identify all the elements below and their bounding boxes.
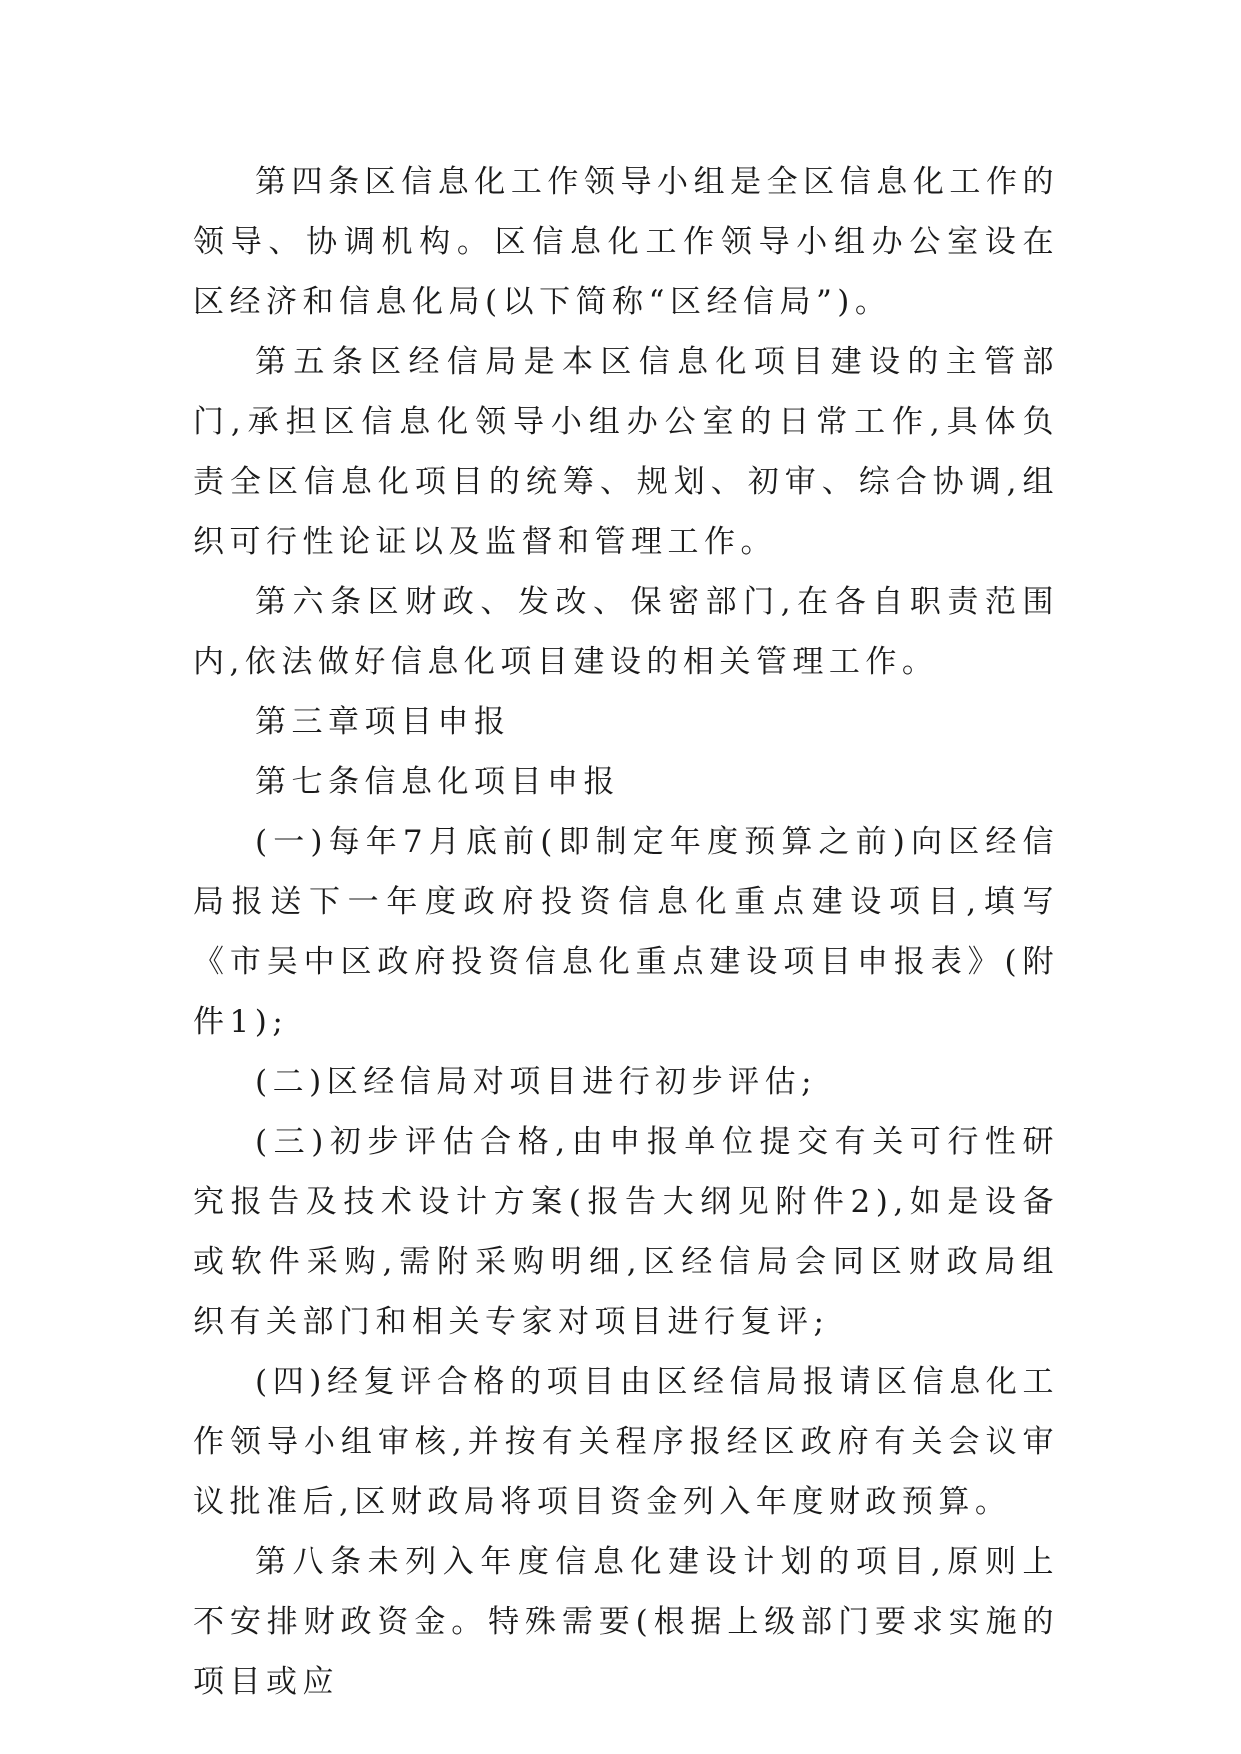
article-6-paragraph: 第六条区财政、发改、保密部门,在各自职责范围内,依法做好信息化项目建设的相关管理工作。 — [193, 584, 1059, 680]
article-4-paragraph: 第四条区信息化工作领导小组是全区信息化工作的领导、协调机构。区信息化工作领导小组办公室设在区经济和信息化局(以下简称“区经信局”)。 — [193, 164, 1059, 320]
chapter-3-heading: 第三章项目申报 — [255, 704, 511, 740]
article-7-item-4: (四)经复评合格的项目由区经信局报请区信息化工作领导小组审核,并按有关程序报经区政府有关会议审议批准后,区财政局将项目资金列入年度财政预算。 — [193, 1364, 1059, 1520]
document-body — [193, 152, 1059, 1712]
article-5-paragraph: 第五条区经信局是本区信息化项目建设的主管部门,承担区信息化领导小组办公室的日常工作,具体负责全区信息化项目的统筹、规划、初审、综合协调,组织可行性论证以及监督和管理工作。 — [193, 344, 1059, 560]
article-7-item-2: (二)区经信局对项目进行初步评估; — [255, 1064, 818, 1100]
article-8-paragraph: 第八条未列入年度信息化建设计划的项目,原则上不安排财政资金。特殊需要(根据上级部门要求实施的项目或应 — [193, 1544, 1059, 1700]
article-7-item-1: (一)每年7月底前(即制定年度预算之前)向区经信局报送下一年度政府投资信息化重点建设项目,填写《市吴中区政府投资信息化重点建设项目申报表》(附件1); — [193, 824, 1059, 1040]
article-7-heading: 第七条信息化项目申报 — [255, 764, 620, 800]
article-7-item-3: (三)初步评估合格,由申报单位提交有关可行性研究报告及技术设计方案(报告大纲见附件2),如是设备或软件采购,需附采购明细,区经信局会同区财政局组织有关部门和相关专家对项目进行复评; — [193, 1124, 1059, 1340]
